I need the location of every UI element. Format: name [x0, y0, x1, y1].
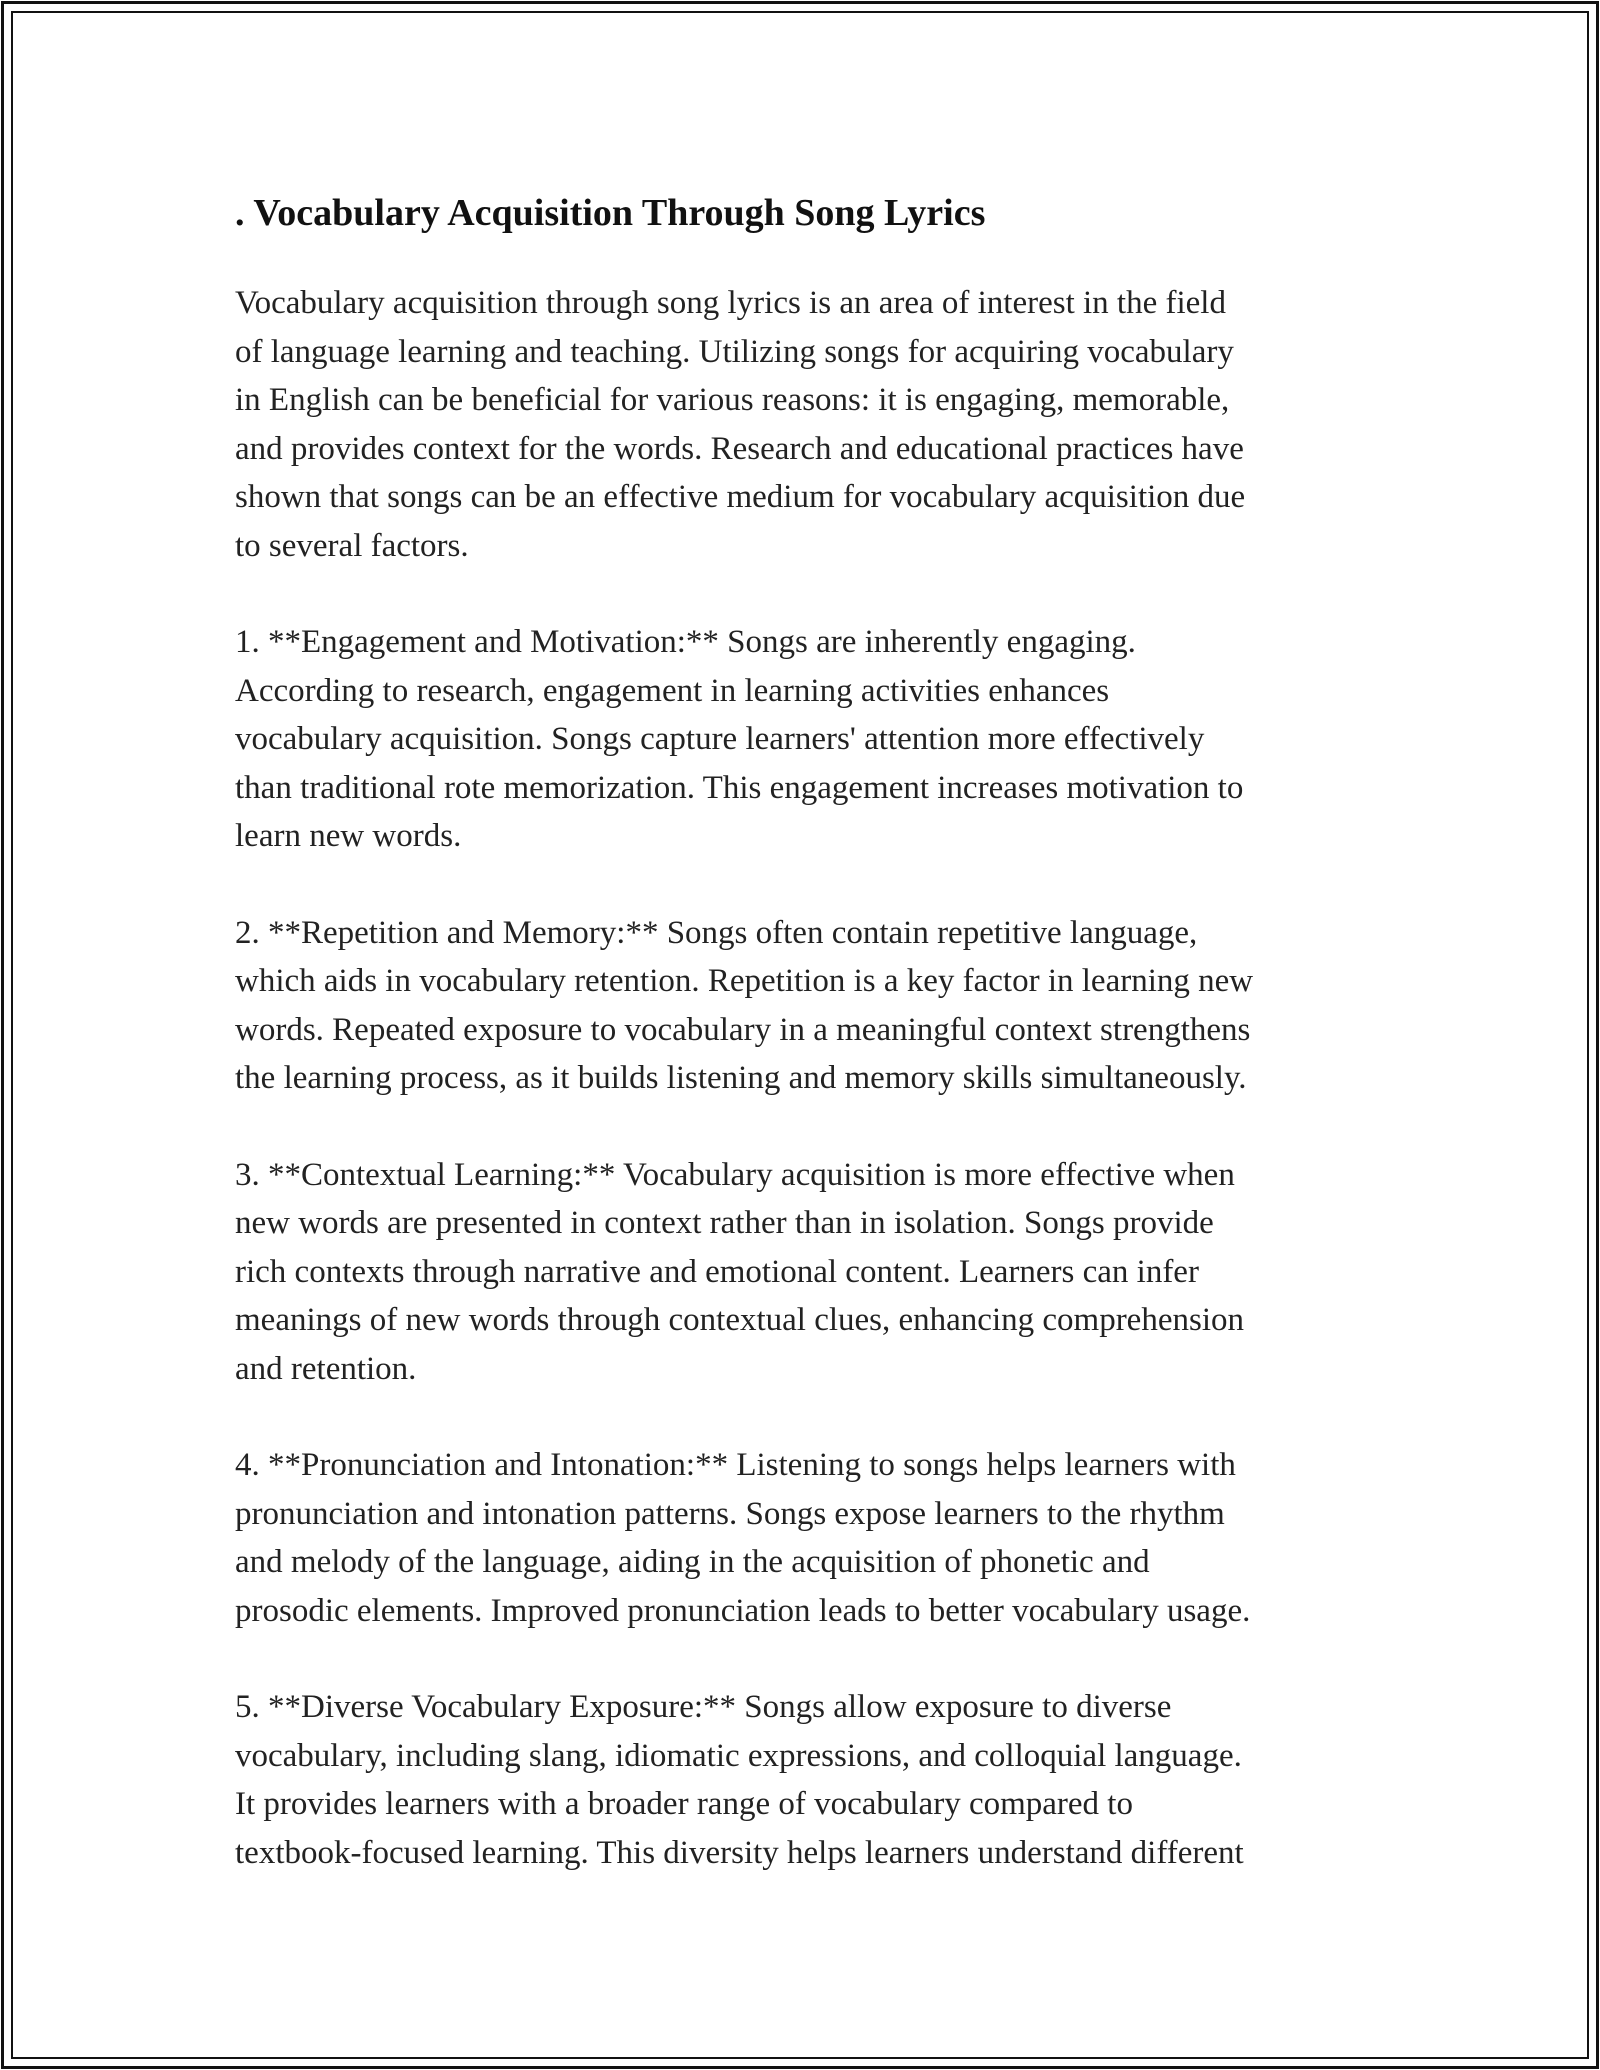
point-repetition-memory: 2. **Repetition and Memory:** Songs often contain repetitive language, which aids in vocabulary retention. Repetition is a key factor in learning new words. Repeated exposure to vocabulary in a meaningful context strengthens the learning process, as it builds listening and memory skills simultaneously.: [235, 914, 1254, 1096]
point-pronunciation-intonation: 4. **Pronunciation and Intonation:** Listening to songs helps learners with pronunciation and intonation patterns. Songs expose learners to the rhythm and melody of the language, aiding in the acquisition of phonetic and prosodic elements. Improved pronunciation leads to better vocabulary usage.: [235, 1447, 1251, 1629]
point-diverse-vocabulary: 5. **Diverse Vocabulary Exposure:** Songs allow exposure to diverse vocabulary, including slang, idiomatic expressions, and colloquial language. It provides learners with a broader range of vocabulary compared to textbook-focused learning. This diversity helps learners understand different: [235, 1689, 1244, 1871]
intro-paragraph: Vocabulary acquisition through song lyrics is an area of interest in the field of language learning and teaching. Utilizing songs for acquiring vocabulary in English can be beneficial for various reasons: it is engaging, memorable, and provides context for the words. Research and educational practices have shown that songs can be an effective medium for vocabulary acquisition due to several factors.: [235, 285, 1246, 564]
point-engagement-motivation: 1. **Engagement and Motivation:** Songs are inherently engaging. According to research, engagement in learning activities enhances vocabulary acquisition. Songs capture learners' attention more effectively than traditional rote memorization. This engagement increases motivation to learn new words.: [235, 624, 1244, 854]
document-title: . Vocabulary Acquisition Through Song Lyrics: [235, 192, 986, 234]
point-contextual-learning: 3. **Contextual Learning:** Vocabulary acquisition is more effective when new words are presented in context rather than in isolation. Songs provide rich contexts through narrative and emotional content. Learners can infer meanings of new words through contextual clues, enhancing comprehension and retention.: [235, 1156, 1244, 1387]
document-body: [235, 185, 1385, 1925]
